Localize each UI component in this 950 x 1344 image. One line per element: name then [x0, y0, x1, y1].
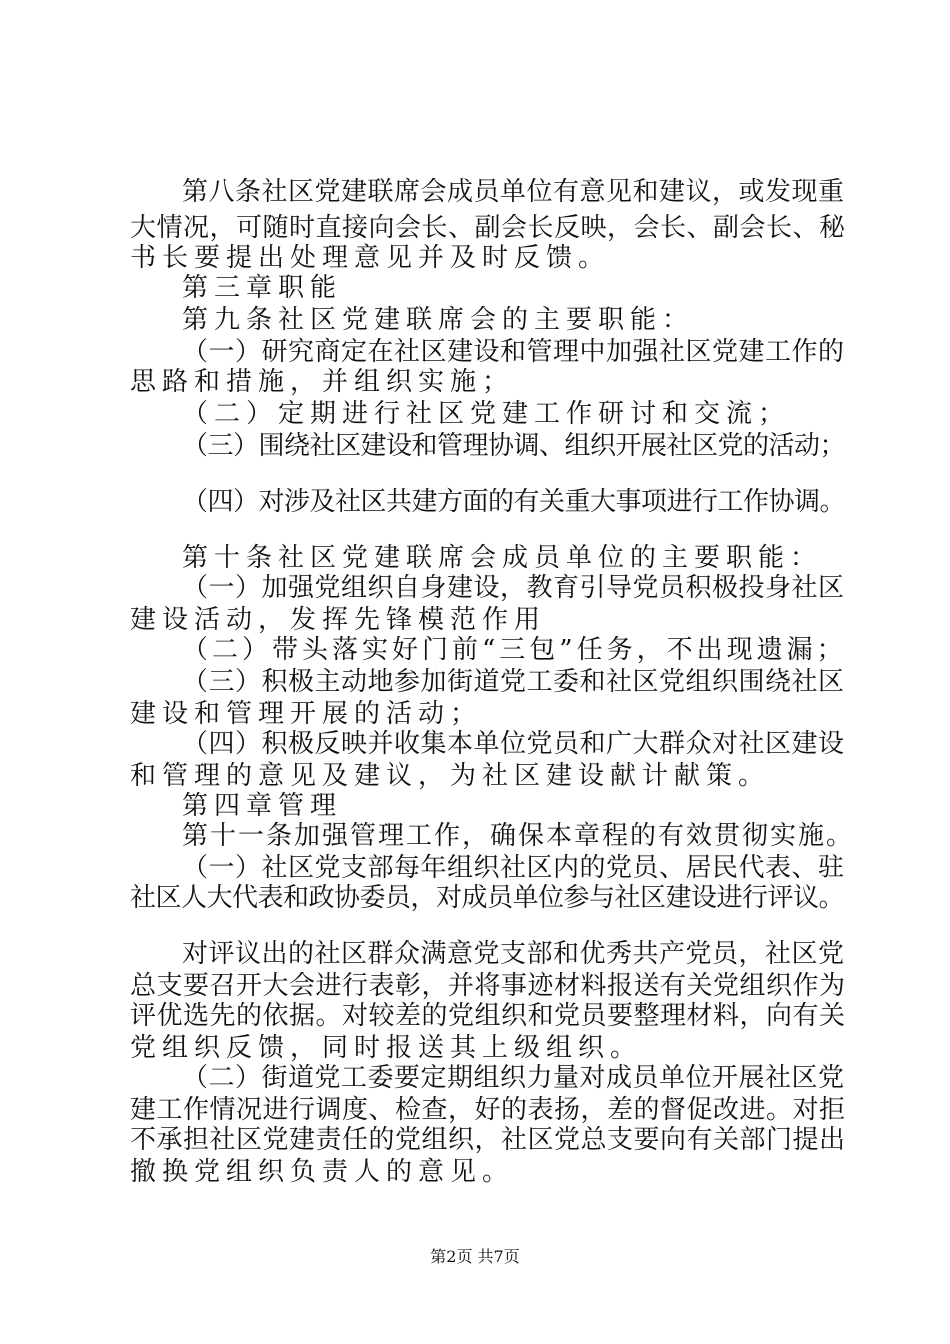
paragraph-line: （一）研究商定在社区建设和管理中加强社区党建工作的: [182, 337, 845, 367]
page-number: 第2页 共7页: [430, 1247, 520, 1266]
paragraph-line: 党组织反馈，同时报送其上级组织。: [130, 1033, 643, 1063]
paragraph-line: 对评议出的社区群众满意党支部和优秀共产党员，社区党: [182, 939, 845, 969]
paragraph-line: 撤换党组织负责人的意见。: [130, 1157, 515, 1187]
paragraph-line: 建设和管理开展的活动；: [130, 699, 483, 729]
paragraph-line: 建设活动，发挥先锋模范作用: [130, 605, 547, 635]
paragraph-line: 大情况，可随时直接向会长、副会长反映，会长、副会长、秘: [130, 213, 846, 243]
article-heading: 第九条社区党建联席会的主要职能：: [182, 305, 695, 335]
paragraph-line: 和管理的意见及建议，为社区建设献计献策。: [130, 761, 771, 791]
paragraph-line: （二）街道党工委要定期组织力量对成员单位开展社区党: [182, 1063, 845, 1093]
paragraph-line: （二）带头落实好门前“三包”任务，不出现遗漏；: [182, 635, 847, 665]
paragraph-line: 思路和措施，并组织实施；: [130, 367, 515, 397]
chapter-heading: 第三章职能: [182, 273, 343, 303]
paragraph-line: 书长要提出处理意见并及时反馈。: [130, 243, 611, 273]
paragraph-line: （一）加强党组织自身建设，教育引导党员积极投身社区: [182, 573, 845, 603]
paragraph-line: （一）社区党支部每年组织社区内的党员、居民代表、驻: [182, 853, 845, 883]
article-heading: 第十一条加强管理工作，确保本章程的有效贯彻实施。: [182, 821, 855, 851]
paragraph-line: 总支要召开大会进行表彰，并将事迹材料报送有关党组织作为: [130, 971, 846, 1001]
article-heading: 第十条社区党建联席会成员单位的主要职能：: [182, 543, 823, 573]
paragraph-line: 不承担社区党建责任的党组织，社区党总支要向有关部门提出: [130, 1125, 846, 1155]
paragraph-line: （四）对涉及社区共建方面的有关重大事项进行工作协调。: [182, 487, 846, 517]
paragraph-line: 第八条社区党建联席会成员单位有意见和建议，或发现重: [182, 177, 845, 207]
paragraph-line: 建工作情况进行调度、检查，好的表扬，差的督促改进。对拒: [130, 1095, 846, 1125]
paragraph-line: （三）积极主动地参加街道党工委和社区党组织围绕社区: [182, 667, 845, 697]
paragraph-line: 评优选先的依据。对较差的党组织和党员要整理材料，向有关: [130, 1001, 846, 1031]
paragraph-line: 社区人大代表和政协委员，对成员单位参与社区建设进行评议。: [130, 883, 845, 913]
paragraph-line: （四）积极反映并收集本单位党员和广大群众对社区建设: [182, 729, 845, 759]
paragraph-line: （二）定期进行社区党建工作研讨和交流；: [182, 399, 791, 429]
chapter-heading: 第四章管理: [182, 791, 343, 821]
paragraph-line: （三）围绕社区建设和管理协调、组织开展社区党的活动；: [182, 431, 846, 461]
